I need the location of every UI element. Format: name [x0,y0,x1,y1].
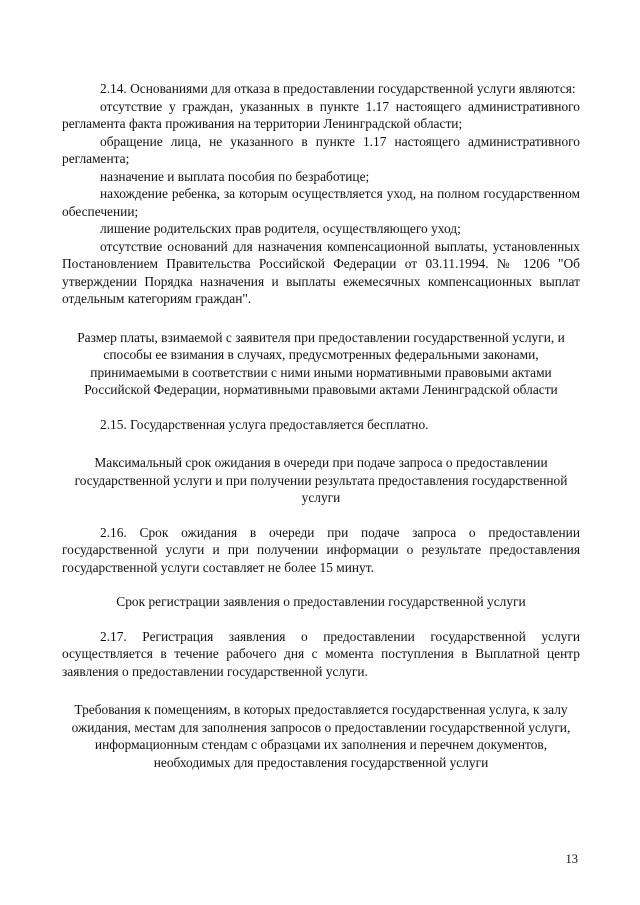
clause-2-16: 2.16. Срок ожидания в очереди при подаче запроса о предоставлении государственной услуги и при получении информации о результате предоставления государственной услуги составляет не более 15 минут. [62,524,580,575]
section-heading-wait: Максимальный срок ожидания в очереди при подаче запроса о предоставлении государственной услуги и при получении результата предоставления государственной услуги [74,455,568,505]
document-body [62,80,580,771]
clause-2-15: 2.15. Государственная услуга предоставляется бесплатно. [100,416,429,432]
clause-2-14-item: лишение родительских прав родителя, осуществляющего уход; [100,221,461,236]
clause-2-17: 2.17. Регистрация заявления о предоставлении государственной услуги осуществляется в течение рабочего дня с момента поступления в Выплатной центр заявления о предоставлении государственной услуги. [62,628,580,679]
clause-2-14-intro: 2.14. Основаниями для отказа в предоставлении государственной услуги являются: [100,81,576,96]
spacer [62,433,580,454]
clause-2-14-item: назначение и выплата пособия по безработице; [100,168,370,184]
spacer [62,680,580,701]
page-number: 13 [565,852,578,866]
spacer [62,507,580,524]
section-heading-registration: Срок регистрации заявления о предоставлении государственной услуги [116,594,526,609]
spacer [62,308,580,329]
spacer [62,576,580,593]
section-heading-premises: Требования к помещениям, в которых предоставляется государственная услуга, к залу ожидания, местам для заполнения запросов о предоставлении государственной услуги, информационным стендам с образцами их заполнения и перечнем документов, необходимых для предоставления государственной услуги [71,702,571,770]
section-heading-fee: Размер платы, взимаемой с заявителя при предоставлении государственной услуги, и способы ее взимания в случаях, предусмотренных федеральными законами, принимаемыми в соответствии с ними иными нормативными правовыми актами Российской Федерации, нормативными правовыми актами Ленинградской области [77,329,565,397]
clause-2-14-item: обращение лица, не указанного в пункте 1.17 настоящего административного регламента; [62,133,580,166]
clause-2-14-item: нахождение ребенка, за которым осуществляется уход, на полном государственном обеспечении; [62,186,580,219]
spacer [62,611,580,628]
spacer [62,399,580,416]
clause-2-14-item: отсутствие оснований для назначения компенсационной выплаты, установленных Постановлением Правительства Российской Федерации от 03.11.1994. № 1206 "Об утверждении Порядка назначения и выплаты ежемесячных компенсационных выплат отдельным категориям граждан". [62,238,580,306]
clause-2-14-item: отсутствие у граждан, указанных в пункте 1.17 настоящего административного регламента факта проживания на территории Ленинградской области; [62,98,580,131]
